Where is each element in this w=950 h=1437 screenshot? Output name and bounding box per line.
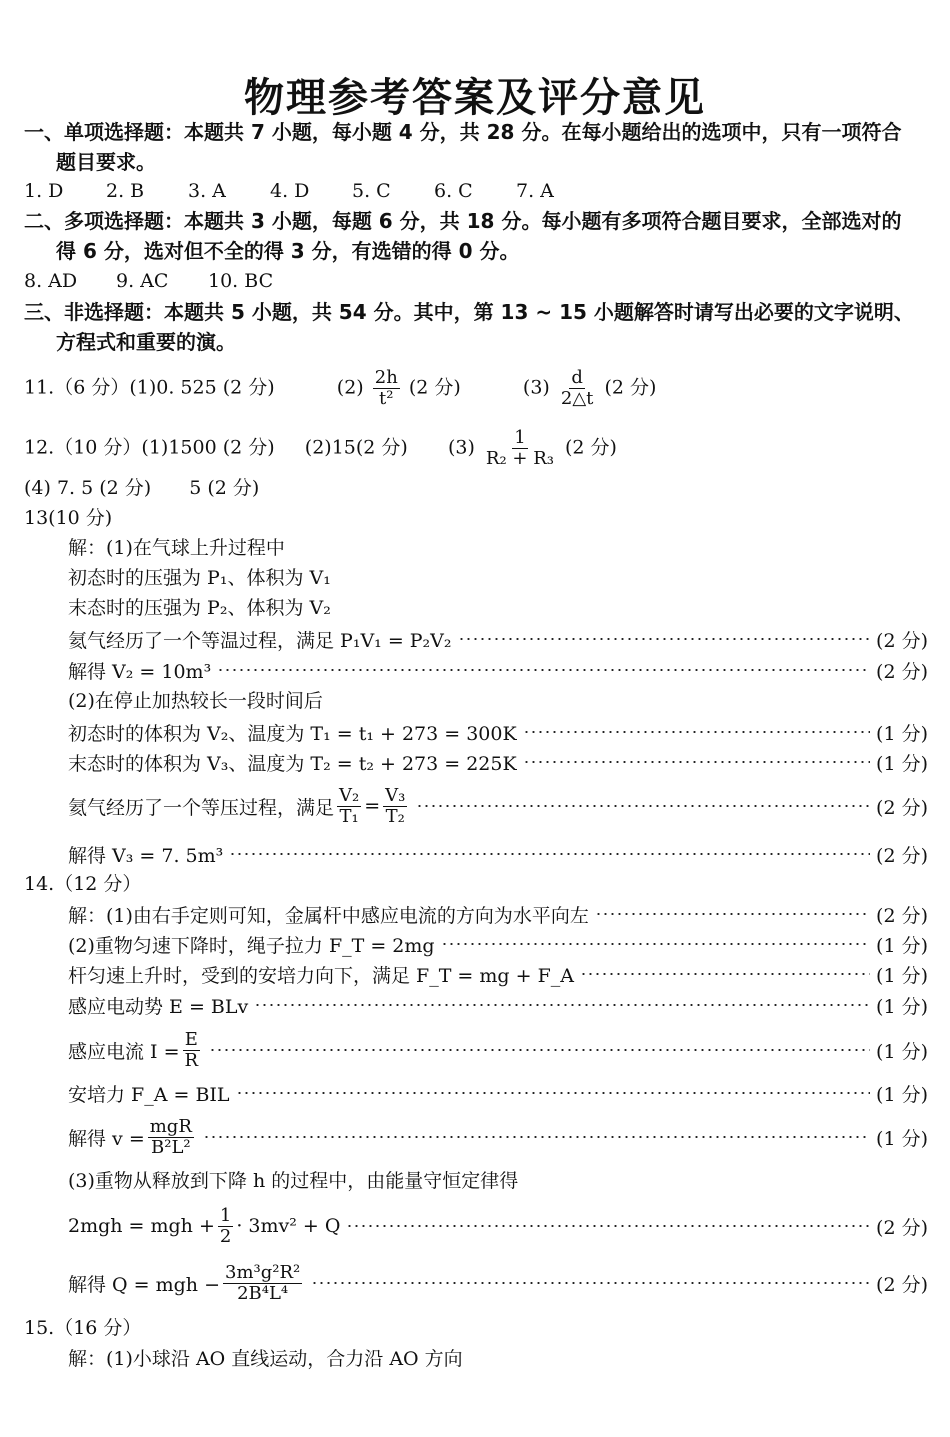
score: (2 分): [876, 660, 928, 683]
score: (2 分): [876, 629, 928, 652]
section-3-heading: [24, 297, 929, 357]
line-text: 解得 V₃ = 7. 5m³: [68, 844, 224, 867]
denominator: t²: [379, 387, 394, 409]
line-text: 杆匀速上升时，受到的安培力向下，满足 F_T = mg + F_A: [68, 964, 574, 987]
answers-multi: [24, 266, 300, 296]
score: (2 分): [876, 1273, 928, 1296]
q12-part3-fraction: [484, 428, 556, 469]
q13-scored-line: [68, 747, 928, 777]
section-1-head: 一、单项选择题：本题共 7 小题，每小题 4 分，共 28 分。在每小题给出的选项中，只有一项符合: [24, 120, 902, 144]
dot-leader: [595, 913, 870, 915]
answer-item: 5. C: [352, 180, 391, 202]
q13-scored-line: [68, 780, 928, 832]
q12-part3-score: (2 分): [565, 436, 617, 459]
q13-line: 解：(1)在气球上升过程中: [68, 537, 285, 559]
line-text: 解得 v =: [68, 1127, 145, 1150]
q15-line: 解：(1)小球沿 AO 直线运动，合力沿 AO 方向: [68, 1348, 463, 1370]
q11-part1: 11.（6 分）(1)0. 525 (2 分): [24, 376, 275, 399]
answer-item: 8. AD: [24, 270, 78, 292]
q13-heading: 13(10 分): [24, 507, 113, 529]
dot-leader: [523, 731, 870, 733]
numerator: V₃: [385, 784, 406, 806]
answer-item: 2. B: [106, 180, 145, 202]
line-text: 解：(1)由右手定则可知，金属杆中感应电流的方向为水平向左: [68, 904, 589, 927]
q12-part3-label: (3): [447, 436, 475, 459]
answers-single: [24, 176, 598, 206]
section-1-heading: [24, 117, 929, 177]
q14-scored-line: [68, 990, 928, 1020]
q12-line: [24, 428, 617, 469]
denominator: 2B⁴L⁴: [237, 1282, 289, 1304]
line-text: 感应电动势 E = BLv: [68, 995, 249, 1018]
q14-heading: 14.（12 分）: [24, 873, 142, 895]
q14-line: (3)重物从释放到下降 h 的过程中，由能量守恒定律得: [68, 1170, 519, 1192]
q13-scored-line: [68, 717, 928, 747]
q13-line: 初态时的压强为 P₁、体积为 V₁: [68, 567, 331, 589]
q11-part3-label: (3): [522, 376, 550, 399]
line-text: 初态时的体积为 V₂、温度为 T₁ = t₁ + 273 = 300K: [68, 722, 517, 745]
line-text: · 3mv² + Q: [236, 1215, 341, 1237]
q13-scored-line: [68, 624, 928, 654]
dot-leader: [441, 943, 870, 945]
score: (2 分): [876, 796, 928, 819]
q13-scored-line: [68, 655, 928, 685]
line-text: (2)重物匀速下降时，绳子拉力 F_T = 2mg: [68, 934, 435, 957]
q14-scored-line: [68, 1258, 928, 1308]
score: (1 分): [876, 1040, 928, 1063]
dot-leader: [236, 1092, 871, 1094]
q11-part2-fraction: [373, 368, 400, 409]
section-2-head: 二、多项选择题：本题共 3 小题，每题 6 分，共 18 分。每小题有多项符合题目要求，全部选对的: [24, 209, 902, 233]
answer-item: 4. D: [270, 180, 310, 202]
dot-leader: [416, 805, 870, 807]
q12-part4: (4) 7. 5 (2 分) 5 (2 分): [24, 477, 260, 499]
score: (1 分): [876, 964, 928, 987]
q14-scored-line: [68, 959, 928, 989]
fraction: [218, 1206, 233, 1247]
denominator: T₁: [339, 805, 359, 827]
dot-leader: [458, 638, 871, 640]
denominator: 2△t: [560, 387, 594, 409]
fraction: [148, 1117, 194, 1158]
dot-leader: [217, 669, 870, 671]
q14-scored-line: [68, 929, 928, 959]
answer-item: 9. AC: [116, 270, 169, 292]
fraction: [183, 1030, 201, 1071]
score: (1 分): [876, 722, 928, 745]
line-text: 感应电流 I =: [68, 1040, 180, 1063]
dot-leader: [254, 1004, 870, 1006]
dot-leader: [523, 761, 870, 763]
denominator: B²L²: [151, 1136, 191, 1158]
line-text: 氦气经历了一个等温过程，满足 P₁V₁ = P₂V₂: [68, 629, 452, 652]
denominator: R₂ + R₃: [485, 447, 554, 469]
q11-part2-label: (2): [336, 376, 364, 399]
section-3-cont: 方程式和重要的演。: [56, 330, 236, 354]
q11-part2-score: (2 分): [408, 376, 461, 399]
score: (1 分): [876, 934, 928, 957]
score: (1 分): [876, 995, 928, 1018]
denominator: T₂: [385, 805, 405, 827]
answer-item: 7. A: [516, 180, 554, 202]
score: (1 分): [876, 752, 928, 775]
q14-scored-line: [68, 1202, 928, 1250]
answer-item: 10. BC: [208, 270, 274, 292]
q13-line: (2)在停止加热较长一段时间后: [68, 690, 323, 712]
answer-item: 3. A: [188, 180, 226, 202]
q13-scored-line: [68, 839, 928, 869]
q11-part3-fraction: [559, 368, 596, 409]
line-text: 末态时的体积为 V₃、温度为 T₂ = t₂ + 273 = 225K: [68, 752, 517, 775]
section-1-cont: 题目要求。: [56, 150, 156, 174]
q14-scored-line: [68, 1026, 928, 1074]
fraction: [223, 1263, 302, 1304]
numerator: 1: [219, 1204, 232, 1226]
score: (2 分): [876, 844, 928, 867]
dot-leader: [203, 1136, 870, 1138]
numerator: 1: [514, 427, 526, 448]
denominator: R: [184, 1049, 199, 1071]
q14-scored-line: [68, 899, 928, 929]
numerator: d: [571, 367, 583, 388]
equals-sign: =: [364, 795, 381, 817]
dot-leader: [580, 973, 870, 975]
numerator: mgR: [149, 1115, 192, 1137]
line-text: 2mgh = mgh +: [68, 1215, 215, 1237]
line-text: 解得 V₂ = 10m³: [68, 660, 212, 683]
score: (2 分): [876, 904, 928, 927]
line-text: 安培力 F_A = BIL: [68, 1083, 230, 1106]
q11-part3-score: (2 分): [604, 376, 657, 399]
numerator: 2h: [374, 367, 398, 388]
dot-leader: [209, 1049, 870, 1051]
dot-leader: [229, 853, 870, 855]
q14-scored-line: [68, 1112, 928, 1162]
q14-scored-line: [68, 1078, 928, 1108]
q11-line: [24, 368, 656, 409]
dot-leader: [346, 1225, 870, 1227]
denominator: 2: [219, 1225, 232, 1247]
score: (2 分): [876, 1216, 928, 1239]
section-2-heading: [24, 206, 929, 266]
numerator: E: [184, 1028, 198, 1050]
dot-leader: [311, 1282, 870, 1284]
q15-heading: 15.（16 分）: [24, 1317, 142, 1339]
numerator: V₂: [339, 784, 360, 806]
section-3-head: 三、非选择题：本题共 5 小题，共 54 分。其中，第 13 ~ 15 小题解答时请写出必要的文字说明、: [24, 300, 914, 324]
q13-line: 末态时的压强为 P₂、体积为 V₂: [68, 597, 331, 619]
page-title: 物理参考答案及评分意见: [244, 75, 706, 121]
q12-part2: (2)15(2 分): [304, 436, 408, 459]
fraction: [383, 786, 407, 827]
answer-item: 6. C: [434, 180, 473, 202]
section-2-cont: 得 6 分，选对但不全的得 3 分，有选错的得 0 分。: [56, 239, 520, 263]
score: (1 分): [876, 1083, 928, 1106]
numerator: 3m³g²R²: [225, 1261, 301, 1283]
line-text: 解得 Q = mgh −: [68, 1273, 220, 1296]
score: (1 分): [876, 1127, 928, 1150]
line-text: 氦气经历了一个等压过程，满足: [68, 796, 335, 819]
q12-part1: 12.（10 分）(1)1500 (2 分): [24, 436, 275, 459]
answer-item: 1. D: [24, 180, 64, 202]
fraction: [337, 786, 361, 827]
